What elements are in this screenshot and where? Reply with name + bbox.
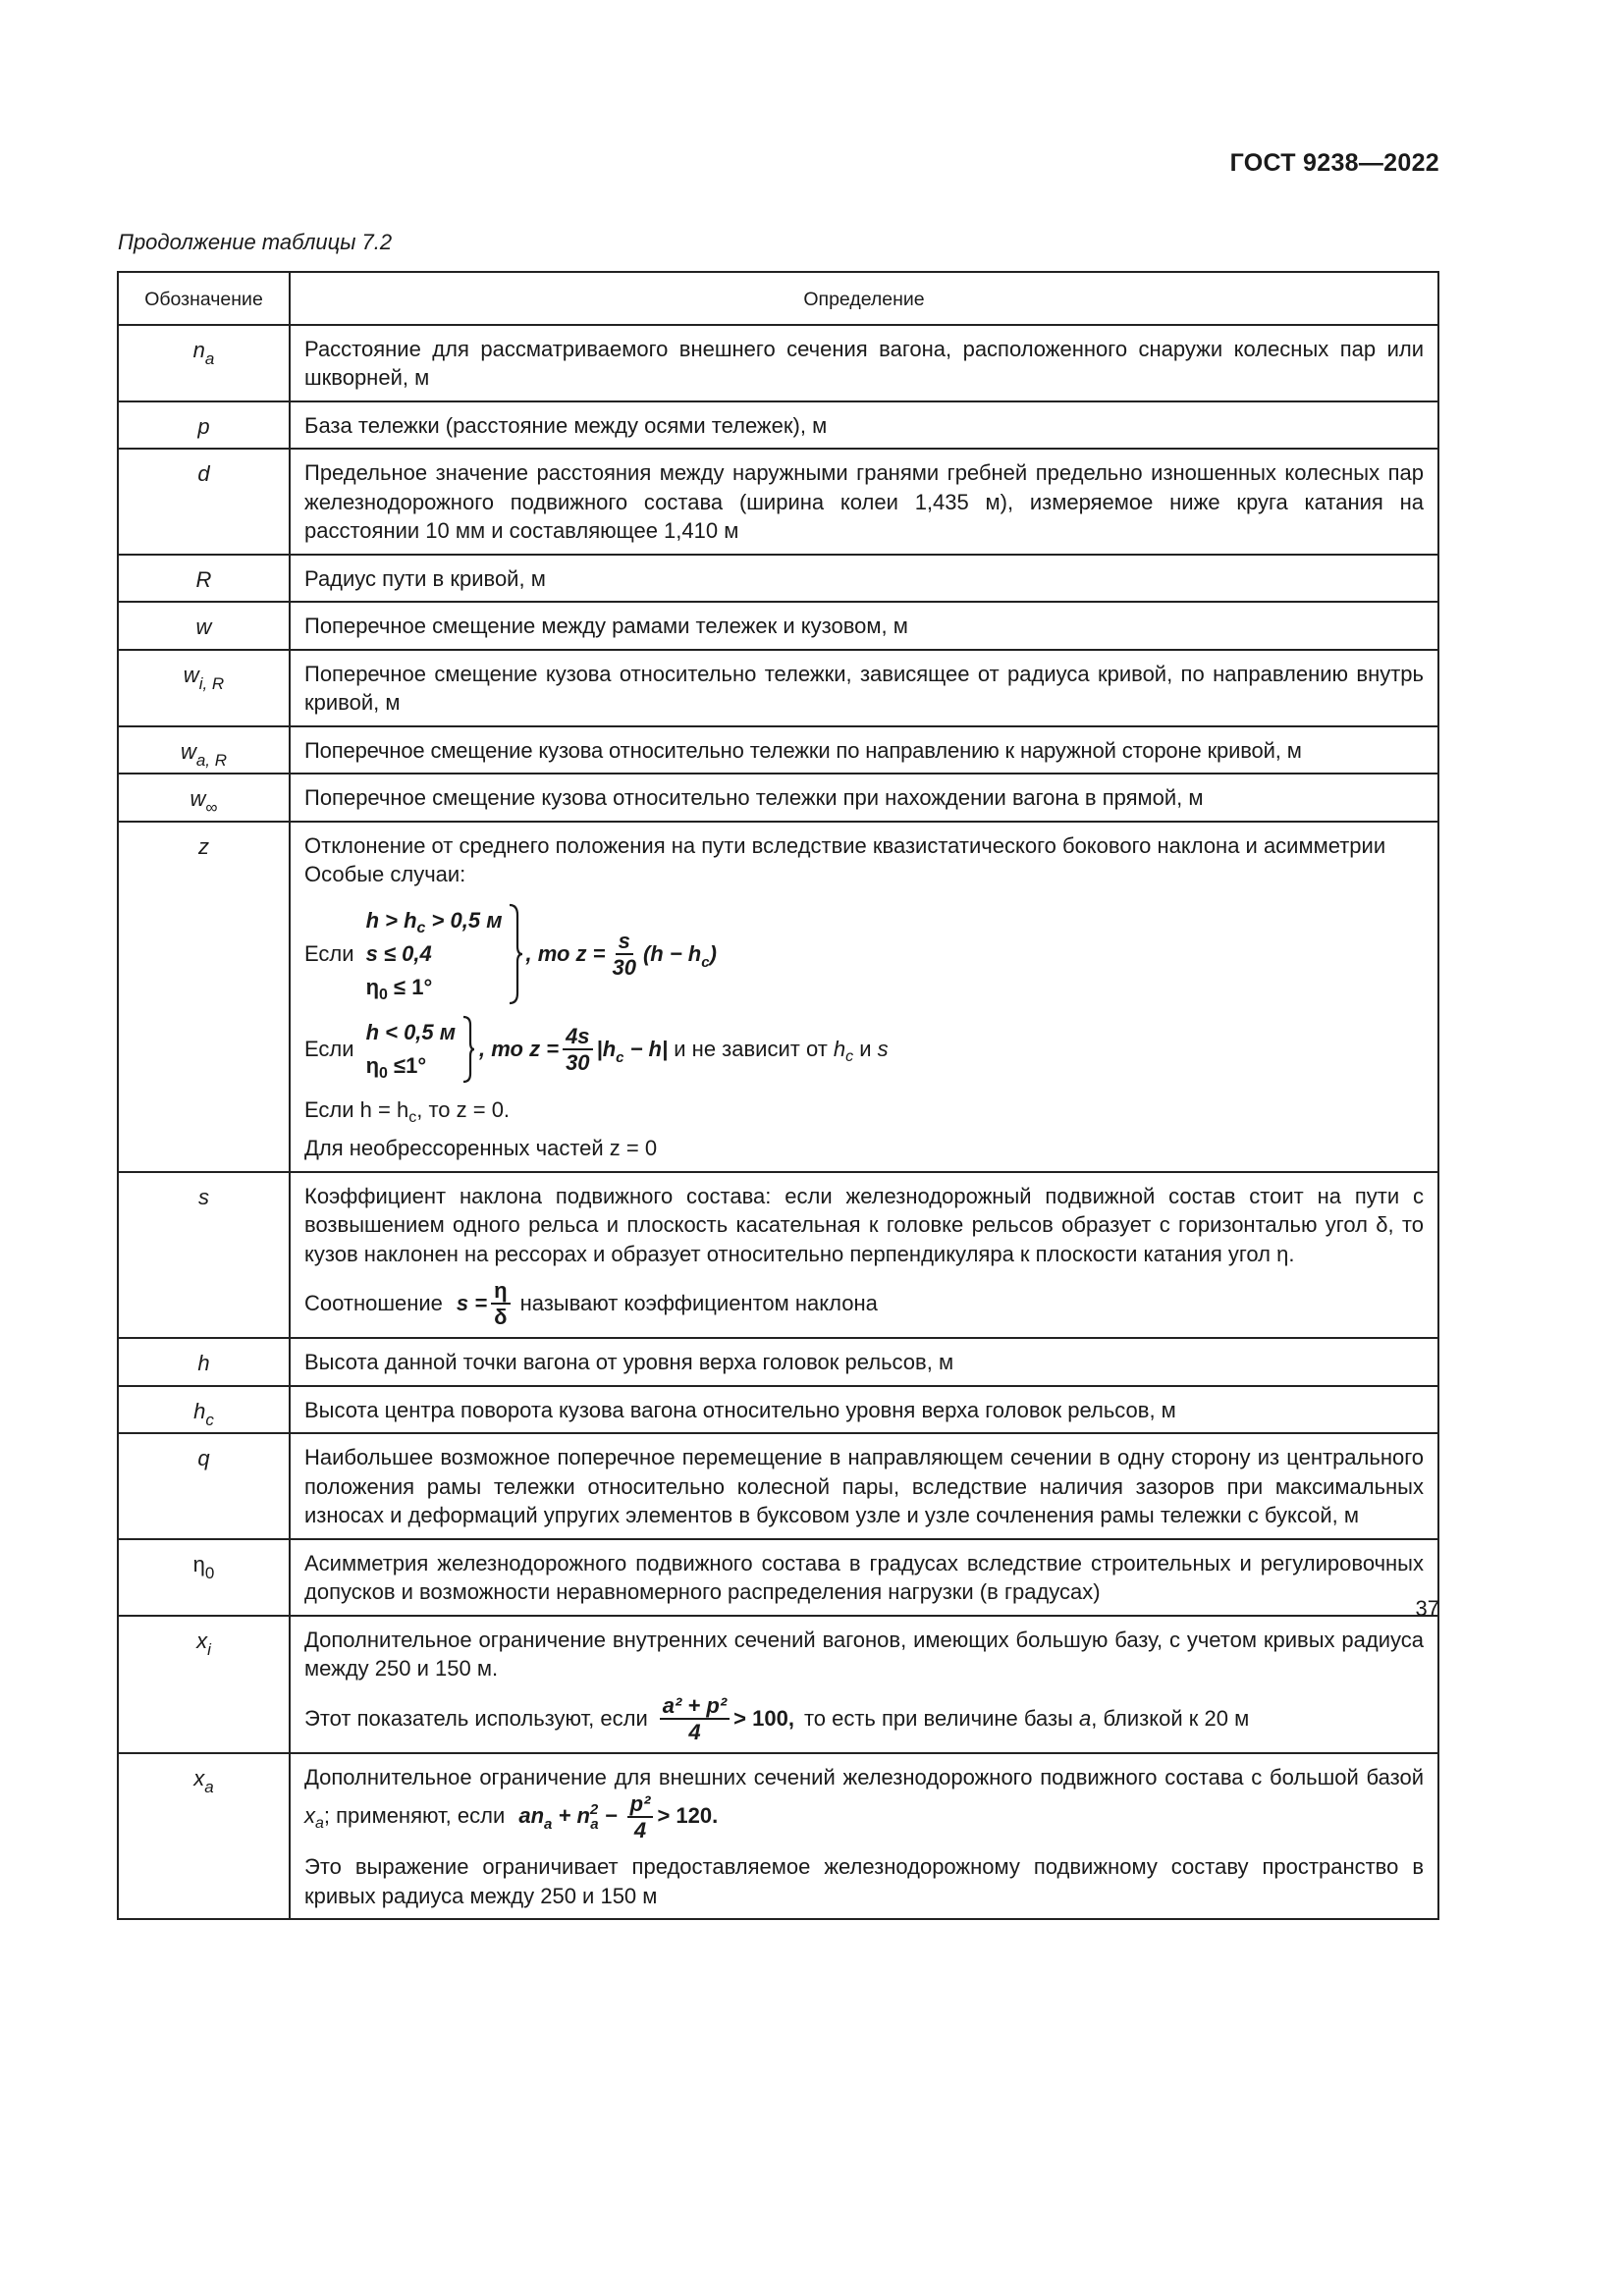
symbol-cell: z bbox=[118, 822, 290, 1172]
definition-cell: Поперечное смещение кузова относительно тележки по направлению к наружной стороне кривой, м bbox=[290, 726, 1438, 774]
definition-cell: Поперечное смещение кузова относительно тележки, зависящее от радиуса кривой, по направлению внутрь кривой, м bbox=[290, 650, 1438, 726]
symbol-cell: d bbox=[118, 449, 290, 555]
table-row bbox=[118, 449, 1438, 555]
table-row bbox=[118, 325, 1438, 401]
symbol-cell: h bbox=[118, 1338, 290, 1386]
symbol-cell: $n_a$ bbox=[118, 325, 290, 401]
symbol-cell: R bbox=[118, 555, 290, 603]
s-definition: Коэффициент наклона подвижного состава: если железнодорожный подвижной состав стоит на пути с возвышением одного рельса и плоскость касательная к головке рельсов образует с горизонталью угол δ, то кузов наклонен на рессорах и образует относительно перпендикуляра к плоскости катания угол η. bbox=[304, 1183, 1424, 1266]
right-brace-icon bbox=[508, 903, 523, 1005]
z-definition: Отклонение от среднего положения на пути вследствие квазистатического бокового наклона и асимметрии bbox=[304, 832, 1386, 858]
symbol-cell: $h_c$ bbox=[118, 1386, 290, 1434]
xi-definition: Дополнительное ограничение внутренних сечений вагонов, имеющих большую базу, с учетом кривых радиуса между 250 и 150 м. bbox=[304, 1627, 1424, 1681]
fraction: $\frac{s}{30}$ bbox=[612, 928, 636, 980]
document-id: ГОСТ 9238—2022 bbox=[1229, 149, 1439, 177]
definition-cell bbox=[290, 1616, 1438, 1753]
definition-cell: База тележки (расстояние между осями тележек), м bbox=[290, 401, 1438, 450]
definition-cell: Поперечное смещение кузова относительно тележки при нахождении вагона в прямой, м bbox=[290, 774, 1438, 822]
definition-cell: Высота центра поворота кузова вагона относительно уровня верха головок рельсов, м bbox=[290, 1386, 1438, 1434]
z-case-3: Если $h = h_c$, то z = 0. bbox=[304, 1096, 511, 1126]
xa-definition: Дополнительное ограничение для внешних сечений железнодорожного подвижного состава с большой базой $x_a$; применяют, если $an_a + n^2_a$ − $\frac{\text{p²}}{4}$ > 120. bbox=[304, 1764, 1424, 1842]
table-row bbox=[118, 726, 1438, 774]
table-row bbox=[118, 822, 1438, 1172]
definition-cell: Поперечное смещение между рамами тележек и кузовом, м bbox=[290, 602, 1438, 650]
table-caption: Продолжение таблицы 7.2 bbox=[118, 230, 393, 254]
symbol-cell: p bbox=[118, 401, 290, 450]
column-header-symbol: Обозначение bbox=[118, 272, 290, 325]
xi-condition: Этот показатель используют, если $\frac{\text{a² + p²}}{4}$ > 100, то есть при величине базы a, близкой к 20 м bbox=[304, 1692, 1250, 1744]
table-row bbox=[118, 1753, 1438, 1920]
z-case-2: Если h < 0,5 м $\eta_0 \le 1^\circ$ , то z = $\frac{4s}{30}$ $|h_c - h|$ и не зависит от $h_c$ и s bbox=[304, 1015, 1424, 1084]
z-case-1-conditions: $h > h_c > 0,5$ м s ≤ 0,4 $\eta_0 \le 1^\circ$ bbox=[365, 907, 503, 1003]
table-row bbox=[118, 1433, 1438, 1539]
table-row bbox=[118, 774, 1438, 822]
fraction: $\frac{\text{a² + p²}}{4}$ bbox=[660, 1693, 730, 1744]
symbol-cell: $w_{i, R}$ bbox=[118, 650, 290, 726]
z-case-1: Если $h > h_c > 0,5$ м s ≤ 0,4 $\eta_0 \le 1^\circ$ , то z = $\frac{s}{30}$ $(h - h_c)$ bbox=[304, 903, 1424, 1005]
right-brace-icon bbox=[461, 1015, 475, 1084]
z-case-2-conditions: h < 0,5 м $\eta_0 \le 1^\circ$ bbox=[365, 1019, 457, 1082]
symbol-cell: $w_{a, R}$ bbox=[118, 726, 290, 774]
definition-cell: Радиус пути в кривой, м bbox=[290, 555, 1438, 603]
symbol-cell: $x_a$ bbox=[118, 1753, 290, 1920]
definition-cell bbox=[290, 1172, 1438, 1339]
table-row bbox=[118, 602, 1438, 650]
fraction: $\frac{\text{p²}}{4}$ bbox=[627, 1791, 654, 1842]
xa-note: Это выражение ограничивает предоставляемое железнодорожному подвижному составу пространство в кривых радиуса между 250 и 150 м bbox=[304, 1854, 1424, 1908]
table-header-row bbox=[118, 272, 1438, 325]
symbol-cell: q bbox=[118, 1433, 290, 1539]
table-row bbox=[118, 1338, 1438, 1386]
table-row bbox=[118, 555, 1438, 603]
page-number: 37 bbox=[1415, 1596, 1439, 1621]
table-row bbox=[118, 1172, 1438, 1339]
table-row bbox=[118, 401, 1438, 450]
column-header-definition: Определение bbox=[290, 272, 1438, 325]
definition-cell: Высота данной точки вагона от уровня верха головок рельсов, м bbox=[290, 1338, 1438, 1386]
symbol-cell: $w_\infty$ bbox=[118, 774, 290, 822]
symbol-cell: s bbox=[118, 1172, 290, 1339]
s-ratio: Соотношение s = $\frac{\eta}{\delta}$ называют коэффициентом наклона bbox=[304, 1278, 878, 1329]
table-row bbox=[118, 1616, 1438, 1753]
symbol-cell: $x_i$ bbox=[118, 1616, 290, 1753]
definitions-table bbox=[117, 271, 1439, 1920]
definition-cell: Расстояние для рассматриваемого внешнего сечения вагона, расположенного снаружи колесных пар или шкворней, м bbox=[290, 325, 1438, 401]
definition-cell: Асимметрия железнодорожного подвижного состава в градусах вследствие строительных и регулировочных допусков и возможности неравномерного распределения нагрузки (в градусах) bbox=[290, 1539, 1438, 1616]
fraction: $\frac{\eta}{\delta}$ bbox=[491, 1278, 510, 1329]
symbol-cell: w bbox=[118, 602, 290, 650]
definition-cell bbox=[290, 1753, 1438, 1920]
fraction: $\frac{4s}{30}$ bbox=[563, 1024, 592, 1075]
definition-cell bbox=[290, 822, 1438, 1172]
table-row bbox=[118, 650, 1438, 726]
definition-cell: Наибольшее возможное поперечное перемещение в направляющем сечении в одну сторону из центрального положения рамы тележки относительно колесной пары, вследствие наличия зазоров при максимальных износах и деформаций упругих элементов в буксовом узле и узле сочленения рамы тележки с буксой, м bbox=[290, 1433, 1438, 1539]
table-row bbox=[118, 1386, 1438, 1434]
xa-expression: $an_a + n^2_a$ − bbox=[518, 1800, 623, 1833]
table-row bbox=[118, 1539, 1438, 1616]
definition-cell: Предельное значение расстояния между наружными гранями гребней предельно изношенных колесных пар железнодорожного подвижного состава (ширина колеи 1,435 м), измеряемое ниже круга катания на расстоянии 10 мм и составляющее 1,410 м bbox=[290, 449, 1438, 555]
special-cases-label: Особые случаи: bbox=[304, 862, 466, 886]
z-case-4: Для необрессоренных частей z = 0 bbox=[304, 1136, 658, 1160]
symbol-cell: $\eta_0$ bbox=[118, 1539, 290, 1616]
